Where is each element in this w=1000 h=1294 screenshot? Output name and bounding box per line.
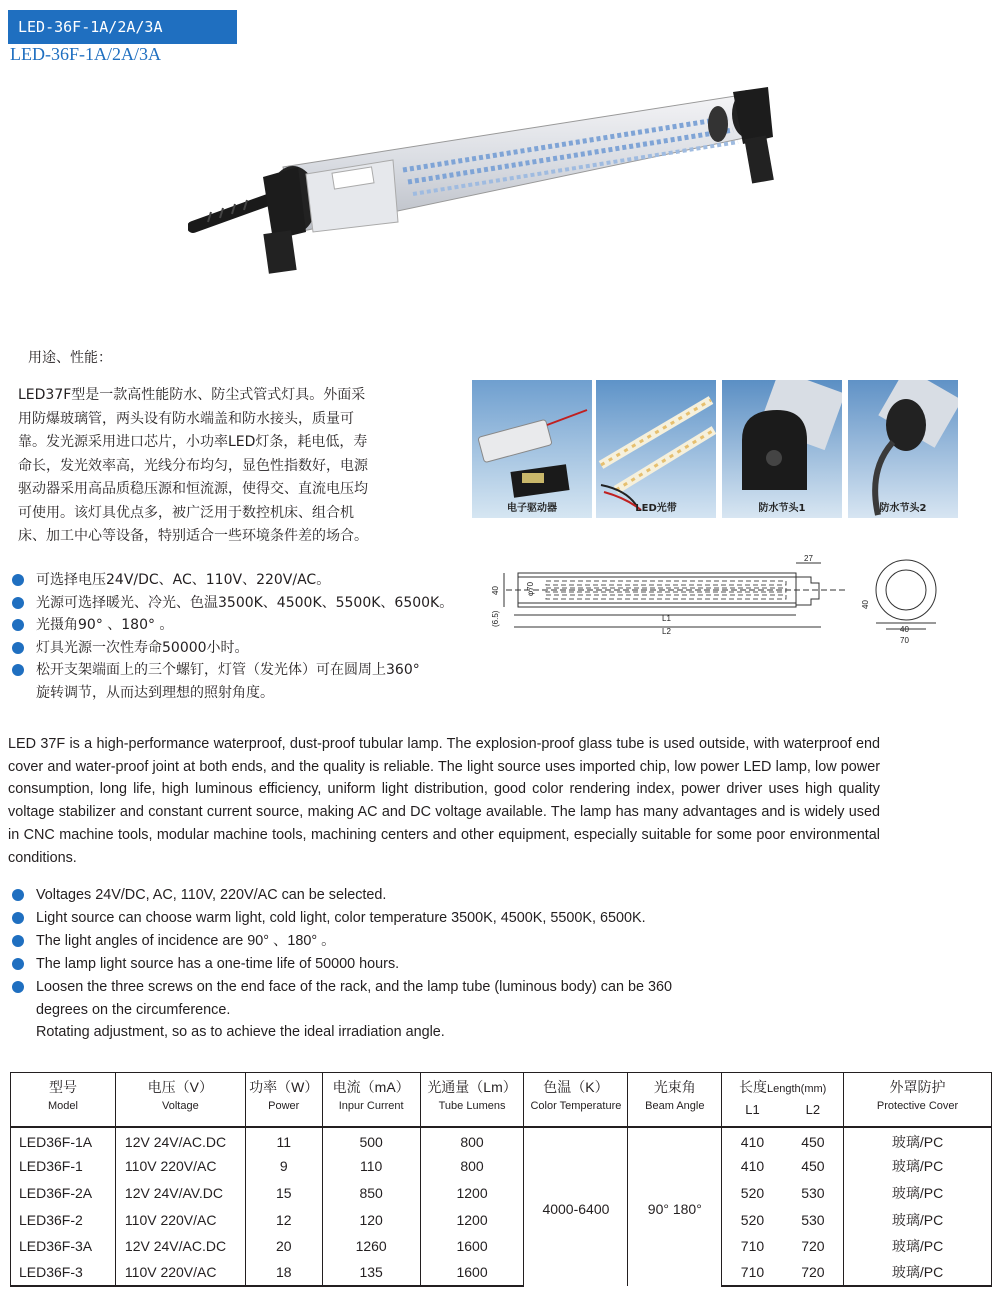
cn-line: 床、加工中心等设备，特别适合一些环境条件差的场合。: [18, 528, 368, 544]
en-description: LED 37F is a high-performance waterproof, dust-proof tubular lamp. The explosion-proof glass tube is used outside, with waterproof end cover and water-proof joint at both ends, and the quality is reliable. The light source uses imported chip, low power LED lamp, low power consumption, long life, high luminous efficiency, uniform light distribution, good color rendering index, power driver uses high quality voltage stabilizer and constant current source, making AC and DC voltage available. The lamp has many advantages and is widely used in CNC machine tools, modular machine tools, machining centers and other equipment, especially suitable for some poor environmental conditions.: [8, 736, 880, 866]
title-banner: [8, 10, 237, 44]
list-item-continuation: degrees on the circumference.: [36, 1001, 231, 1018]
lamp-product-image: [188, 82, 798, 292]
cn-line: 靠。发光源采用进口芯片，小功率LED灯条，耗电低，寿: [18, 434, 368, 450]
header-beam-angle: 光束角 Beam Angle: [628, 1073, 722, 1127]
table-header-row: [11, 1073, 992, 1127]
header-lumens: 光通量（Lm） Tube Lumens: [420, 1073, 524, 1127]
header-power: 功率（W） Power: [245, 1073, 322, 1127]
cn-line: LED37F型是一款高性能防水、防尘式管式灯具。外面采: [18, 387, 366, 403]
list-item: The lamp light source has a one-time life of 50000 hours.: [10, 953, 770, 976]
bullet-dot-icon: [12, 935, 24, 947]
list-item: 光源可选择暖光、冷光、色温3500K、4500K、5500K、6500K。: [10, 592, 470, 615]
waterproof-joint-1-image: [722, 380, 842, 518]
bullet-dot-icon: [12, 619, 24, 631]
dim-label: φ70: [526, 581, 535, 596]
waterproof-joint-2-image: [848, 380, 958, 518]
dim-label: L1: [662, 614, 671, 623]
cn-line: 可使用。该灯具优点多，被广泛用于数控机床、组合机: [18, 504, 354, 521]
cn-line: 驱动器采用高品质稳压源和恒流源，使得交、直流电压均: [18, 481, 368, 497]
cn-description: [18, 384, 418, 549]
driver-image: [472, 380, 592, 518]
bullet-dot-icon: [12, 642, 24, 654]
table-row: LED36F-2 110V 220V/AC 12 120 1200 520 530 玻璃/PC: [11, 1206, 992, 1233]
list-item: Loosen the three screws on the end face of the rack, and the lamp tube (luminous body) can be 360: [10, 976, 770, 999]
list-item-continuation: Rotating adjustment, so as to achieve the ideal irradiation angle.: [36, 1024, 445, 1041]
header-cover: 外罩防护 Protective Cover: [844, 1073, 992, 1127]
bullet-dot-icon: [12, 889, 24, 901]
bullet-dot-icon: [12, 958, 24, 970]
beam-angle-cell: 90° 180°: [628, 1127, 722, 1287]
dim-label: L2: [662, 627, 671, 636]
photo-caption: LED光带: [635, 503, 677, 514]
component-photos: [472, 380, 958, 518]
cn-line: 命长，发光效率高，光线分布均匀，显色性指数好，电源: [18, 457, 368, 474]
cn-feature-list: [10, 569, 470, 704]
list-item: 灯具光源一次性寿命50000小时。: [10, 637, 470, 660]
list-item: Voltages 24V/DC, AC, 110V, 220V/AC can be selected.: [10, 884, 770, 907]
page-subtitle: LED-36F-1A/2A/3A: [10, 44, 161, 64]
bullet-dot-icon: [12, 597, 24, 609]
header-length: 长度Length(mm) L1 L2: [722, 1073, 844, 1127]
spec-table: [10, 1072, 992, 1287]
list-item: 可选择电压24V/DC、AC、110V、220V/AC。: [10, 569, 470, 592]
table-row: LED36F-3 110V 220V/AC 18 135 1600 710 720 玻璃/PC: [11, 1259, 992, 1286]
header-model: 型号 Model: [11, 1073, 116, 1127]
list-item: 松开支架端面上的三个螺钉，灯管（发光体）可在圆周上360°: [10, 659, 470, 682]
photo-joint-1: [722, 380, 842, 518]
color-temp-cell: 4000-6400: [524, 1127, 628, 1287]
dimension-drawing: [486, 555, 956, 655]
dim-label: 70: [900, 636, 909, 645]
list-item: Light source can choose warm light, cold light, color temperature 3500K, 4500K, 5500K, 6500K.: [10, 907, 770, 930]
led-strip-image: [596, 380, 716, 518]
list-item: 光摄角90° 、180° 。: [10, 614, 470, 637]
bullet-dot-icon: [12, 912, 24, 924]
list-item-continuation: 旋转调节，从而达到理想的照射角度。: [36, 684, 274, 701]
photo-caption: 电子驱动器: [507, 503, 557, 514]
table-row: LED36F-1 110V 220V/AC 9 110 800 410 450 玻璃/PC: [11, 1153, 992, 1180]
photo-caption: 防水节头1: [758, 503, 806, 514]
page-title: LED-36F-1A/2A/3A: [18, 18, 163, 36]
en-feature-list: [10, 884, 770, 1044]
bullet-dot-icon: [12, 574, 24, 586]
dim-label: 40: [861, 600, 870, 609]
photo-led-strip: [596, 380, 716, 518]
photo-caption: 防水节头2: [879, 503, 927, 514]
dim-label: 40: [491, 586, 500, 595]
usage-heading: 用途、性能：: [28, 350, 112, 366]
bullet-dot-icon: [12, 664, 24, 676]
dim-label: 40: [900, 625, 909, 634]
table-row: LED36F-1A 12V 24V/AC.DC 11 500 800 4000-6400 90° 180° 410 450 玻璃/PC: [11, 1127, 992, 1154]
bullet-dot-icon: [12, 981, 24, 993]
dim-label: 27: [804, 555, 813, 563]
table-row: LED36F-2A 12V 24V/AV.DC 15 850 1200 520 530 玻璃/PC: [11, 1180, 992, 1207]
dim-label: (6.5): [491, 610, 500, 627]
photo-driver: [472, 380, 592, 518]
cn-line: 用防爆玻璃管，两头设有防水端盖和防水接头，质量可: [18, 410, 354, 427]
header-current: 电流（mA） Inpur Current: [322, 1073, 420, 1127]
table-row: LED36F-3A 12V 24V/AC.DC 20 1260 1600 710 720 玻璃/PC: [11, 1233, 992, 1260]
list-item: The light angles of incidence are 90° 、180° 。: [10, 930, 770, 953]
photo-joint-2: [848, 380, 958, 518]
header-color-temp: 色温（K） Color Temperature: [524, 1073, 628, 1127]
header-voltage: 电压（V） Voltage: [115, 1073, 245, 1127]
